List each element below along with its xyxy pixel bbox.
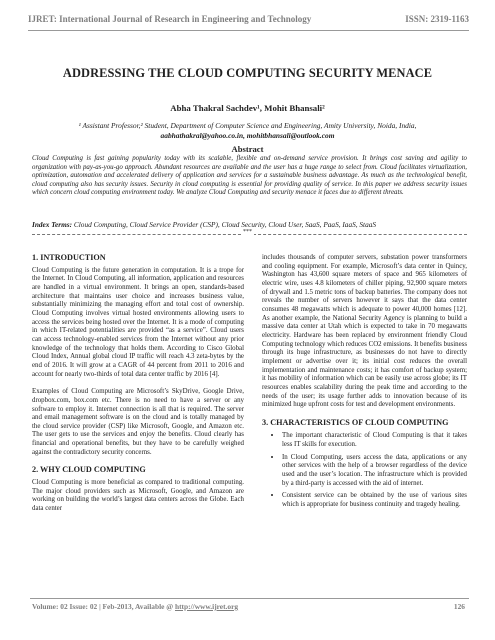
- journal-link[interactable]: http://www.ijret.org: [174, 602, 239, 611]
- separator-stars: ***: [243, 229, 252, 235]
- index-terms: [32, 220, 467, 229]
- authors: Abha Thakral Sachdev¹, Mohit Bhansali²: [170, 103, 325, 113]
- section-heading-why-cloud: 2. WHY CLOUD COMPUTING: [32, 465, 146, 475]
- page-number: 126: [453, 602, 465, 611]
- section-heading-characteristics: 3. CHARACTERISTICS OF CLOUD COMPUTING: [262, 417, 449, 427]
- issn: ISSN: 2319-1163: [405, 14, 469, 24]
- list-item: • Consistent service can be obtained by the use of various sites which is appropriate for business continuity and tragedy healing.: [282, 491, 467, 509]
- why-paragraph-1: Cloud Computing is more beneficial as compared to traditional computing. The major cloud providers such as Microsoft, Google, and Amazon are working on building the world’s largest data centers across the Globe. Each data center: [32, 479, 244, 513]
- abstract-text: Cloud Computing is fast gaining popularity today with its scalable, flexible and on-demand service provision. It brings cost saving and agility to organization with pay-as-you-go approach. Abundant resources are available and the user has a huge range to select from. Cloud facilitates virtualization, optimization, automation and accelerated delivery of application and services for a sustainable business advantage. As much as the technological benefit, cloud computing also has security issues. Security in cloud computing is essential for providing quality of service. In this paper we address security issues which concern cloud computing environment today. We analyze Cloud Computing and security menace it faces due to different threats.: [32, 155, 467, 197]
- author-emails: aabhathakral@yahoo.co.in, mohitbhansali@outlook.com: [160, 131, 335, 140]
- paper-title: ADDRESSING THE CLOUD COMPUTING SECURITY MENACE: [62, 66, 433, 80]
- affiliation: ¹ Assistant Professor,² Student, Department of Computer Science and Engineering, Amity University, Noida, India,: [78, 121, 417, 130]
- intro-paragraph-2: Examples of Cloud Computing are Microsoft’s SkyDrive, Google Drive, dropbox.com, box.com etc. There is no need to have a server or any software to employ it. Internet connection is all that is required. The server and email management software is on the cloud and is totally managed by the cloud service provider (CSP) like Microsoft, Google, and Amazon etc. The user gets to use the services and enjoy the benefits. Cloud clearly has financial and operational benefits, but they have to be carefully weighed against the contradictory security concerns.: [32, 388, 244, 456]
- why-paragraph-continued: includes thousands of computer servers, substation power transformers and cooling equipment. For example, Microsoft’s data center in Quincy, Washington has 43,600 square meters of space and 965 kilometers of electric wire, uses 4.8 kilometers of chiller piping, 92,900 square meters of drywall and 1.5 metric tons of backup batteries. The company does not reveals the number of servers however it says that the data center consumes 48 megawatts which is adequate to power 40,000 homes [12]. As another example, the National Security Agency is planning to build a massive data center at Utah which is expected to take in 70 megawatts electricity. Hardware has been replaced by environment friendly Cloud Computing technology which reduces CO2 emissions. It benefits business through its huge infrastructure, as businesses do not have to directly implement or advertise over it; its initial cost reduces the overall implementation and maintenance costs; it has comfort of backup system; it has mobility of information which can be easily use across globe; its IT resources enables scalability during the peak time and according to the needs of the user; its usage further adds to innovation because of its minimized huge upfront costs for test and development environments.: [262, 254, 467, 409]
- footer-rule: [30, 598, 469, 599]
- running-footer: [32, 602, 465, 611]
- index-terms-label: Index Terms:: [32, 220, 73, 229]
- characteristics-list: [262, 431, 467, 509]
- abstract-heading: Abstract: [231, 144, 264, 154]
- section-heading-introduction: 1. INTRODUCTION: [32, 253, 106, 262]
- running-header: [28, 14, 469, 24]
- intro-paragraph-1: Cloud Computing is the future generation in computation. It is a trope for the Internet. In Cloud Computing, all information, application and resources are handled in a virtual environment. It brings an open, standards-based architecture that maintains user choice and increases business value, substantially minimizing the managing effort and total cost of ownership. Cloud Computing involves virtual hosted environments allowing users to access the services being hosted over the Internet. It is a mode of computing in which IT-related potentialities are provided “as a service”. Cloud users can access technology-enabled services from the Internet without any prior knowledge of the technology that holds them. According to Cisco Global Cloud Index, Annual global cloud IP traffic will reach 4.3 zeta-bytes by the end of 2016. It will grow at a CAGR of 44 percent from 2011 to 2016 and account for nearly two-thirds of total data center traffic by 2016 [4].: [32, 266, 244, 378]
- left-column: [32, 254, 244, 523]
- affiliation-block: [30, 121, 465, 141]
- index-terms-text: Cloud Computing, Cloud Service Provider (CSP), Cloud Security, Cloud User, SaaS, PaaS, IaaS, StaaS: [72, 220, 377, 229]
- right-column: [262, 254, 467, 513]
- header-rule: [28, 30, 469, 31]
- footer-volume: Volume: 02 Issue: 02 | Feb-2013, Available @ http://www.ijret.org: [32, 602, 239, 611]
- journal-name: IJRET: International Journal of Research in Engineering and Technology: [28, 14, 312, 24]
- list-item: • In Cloud Computing, users access the data, applications or any other services with the help of a browser regardless of the device used and the user’s location. The infrastructure which is provided by a third-party is accessed with the aid of internet.: [282, 453, 467, 489]
- list-item: • The important characteristic of Cloud Computing is that it takes less IT skills for execution.: [282, 431, 467, 449]
